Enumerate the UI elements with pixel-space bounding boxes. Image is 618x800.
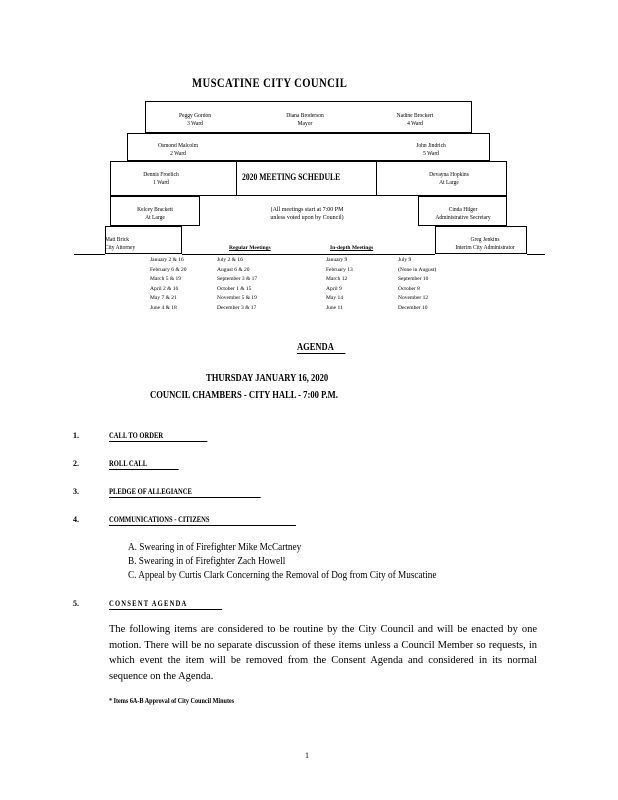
meeting-location: COUNCIL CHAMBERS - CITY HALL - 7:00 P.M. (150, 389, 338, 401)
calendar-left-rule (74, 254, 105, 255)
indepth-meetings-heading: In-depth Meetings (330, 245, 374, 251)
council-member-at-large-1: Devayna Hopkins At Large (429, 172, 469, 186)
page-title: MUSCATINE CITY COUNCIL (192, 75, 348, 90)
regular-meetings-heading: Regular Meetings (229, 245, 271, 251)
item-number: 4. (73, 515, 79, 524)
item-number: 3. (73, 487, 79, 496)
council-member-ward3: Peggy Gordon 3 Ward (178, 113, 212, 127)
city-administrator: Greg Jenkins Interim City Administrator (455, 237, 515, 251)
item-consent-agenda: CONSENT AGENDA (109, 599, 222, 610)
item-pledge: PLEDGE OF ALLEGIANCE (109, 487, 261, 498)
page-number: 1 (305, 751, 309, 760)
agenda-heading: AGENDA (297, 342, 346, 354)
item-number: 2. (73, 459, 79, 468)
council-member-ward4: Nadine Brockert 4 Ward (396, 113, 434, 127)
indepth-meetings-jul-dec: July 9 (None in August) September 10 October 8 November 12 December 10 (398, 257, 437, 311)
schedule-note: (All meetings start at 7:00 PM unless voted upon by Council) (270, 207, 344, 221)
calendar-top-rule (182, 254, 435, 255)
administrative-secretary: Cinda Hilger Administrative Secretary (435, 207, 491, 221)
council-member-ward1: Dennis Froelich 1 Ward (143, 172, 179, 186)
meeting-date: THURSDAY JANUARY 16, 2020 (206, 372, 329, 384)
council-member-ward5: John Jindrich 5 Ward (416, 143, 446, 157)
communication-item-c: C. Appeal by Curtis Clark Concerning the Removal of Dog from City of Muscatine (128, 570, 437, 581)
item-number: 1. (73, 431, 79, 440)
calendar-right-rule (527, 254, 545, 255)
consent-footnote: * Items 6A-B Approval of City Council Minutes (109, 696, 235, 705)
item-call-to-order: CALL TO ORDER (109, 431, 207, 442)
item-communications: COMMUNICATIONS - CITIZENS (109, 515, 296, 526)
regular-meetings-jul-dec: July 2 & 16 August 6 & 20 September 3 & 17 October 1 & 15 November 5 & 19 December 3 & 17 (217, 257, 258, 311)
item-roll-call: ROLL CALL (109, 459, 179, 470)
mayor: Diana Broderson Mayor (286, 113, 324, 127)
consent-agenda-description: The following items are considered to be routine by the City Council and will be enacted by one motion. There will be no separate discussion of these items unless a Council Member so requests, in which event the item will be removed from the Consent Agenda and considered in its normal sequence on the Agenda. (109, 624, 537, 682)
council-member-at-large-2: Kelcey Brackett At Large (137, 207, 173, 221)
city-attorney: Matt Brick City Attorney (105, 237, 136, 251)
regular-meetings-jan-jun: January 2 & 16 February 6 & 20 March 5 & 19 April 2 & 16 May 7 & 21 June 4 & 18 (150, 257, 187, 311)
divider-line (236, 161, 237, 196)
schedule-title: 2020 MEETING SCHEDULE (242, 172, 341, 182)
council-member-ward2: Osmond Malcolm 2 Ward (157, 143, 199, 157)
divider-line (376, 161, 377, 196)
communication-item-b: B. Swearing in of Firefighter Zach Howell (128, 556, 286, 567)
communication-item-a: A. Swearing in of Firefighter Mike McCartney (128, 542, 302, 553)
indepth-meetings-jan-jun: January 9 February 13 March 12 April 9 May 14 June 11 (326, 257, 353, 311)
item-number: 5. (73, 599, 79, 608)
